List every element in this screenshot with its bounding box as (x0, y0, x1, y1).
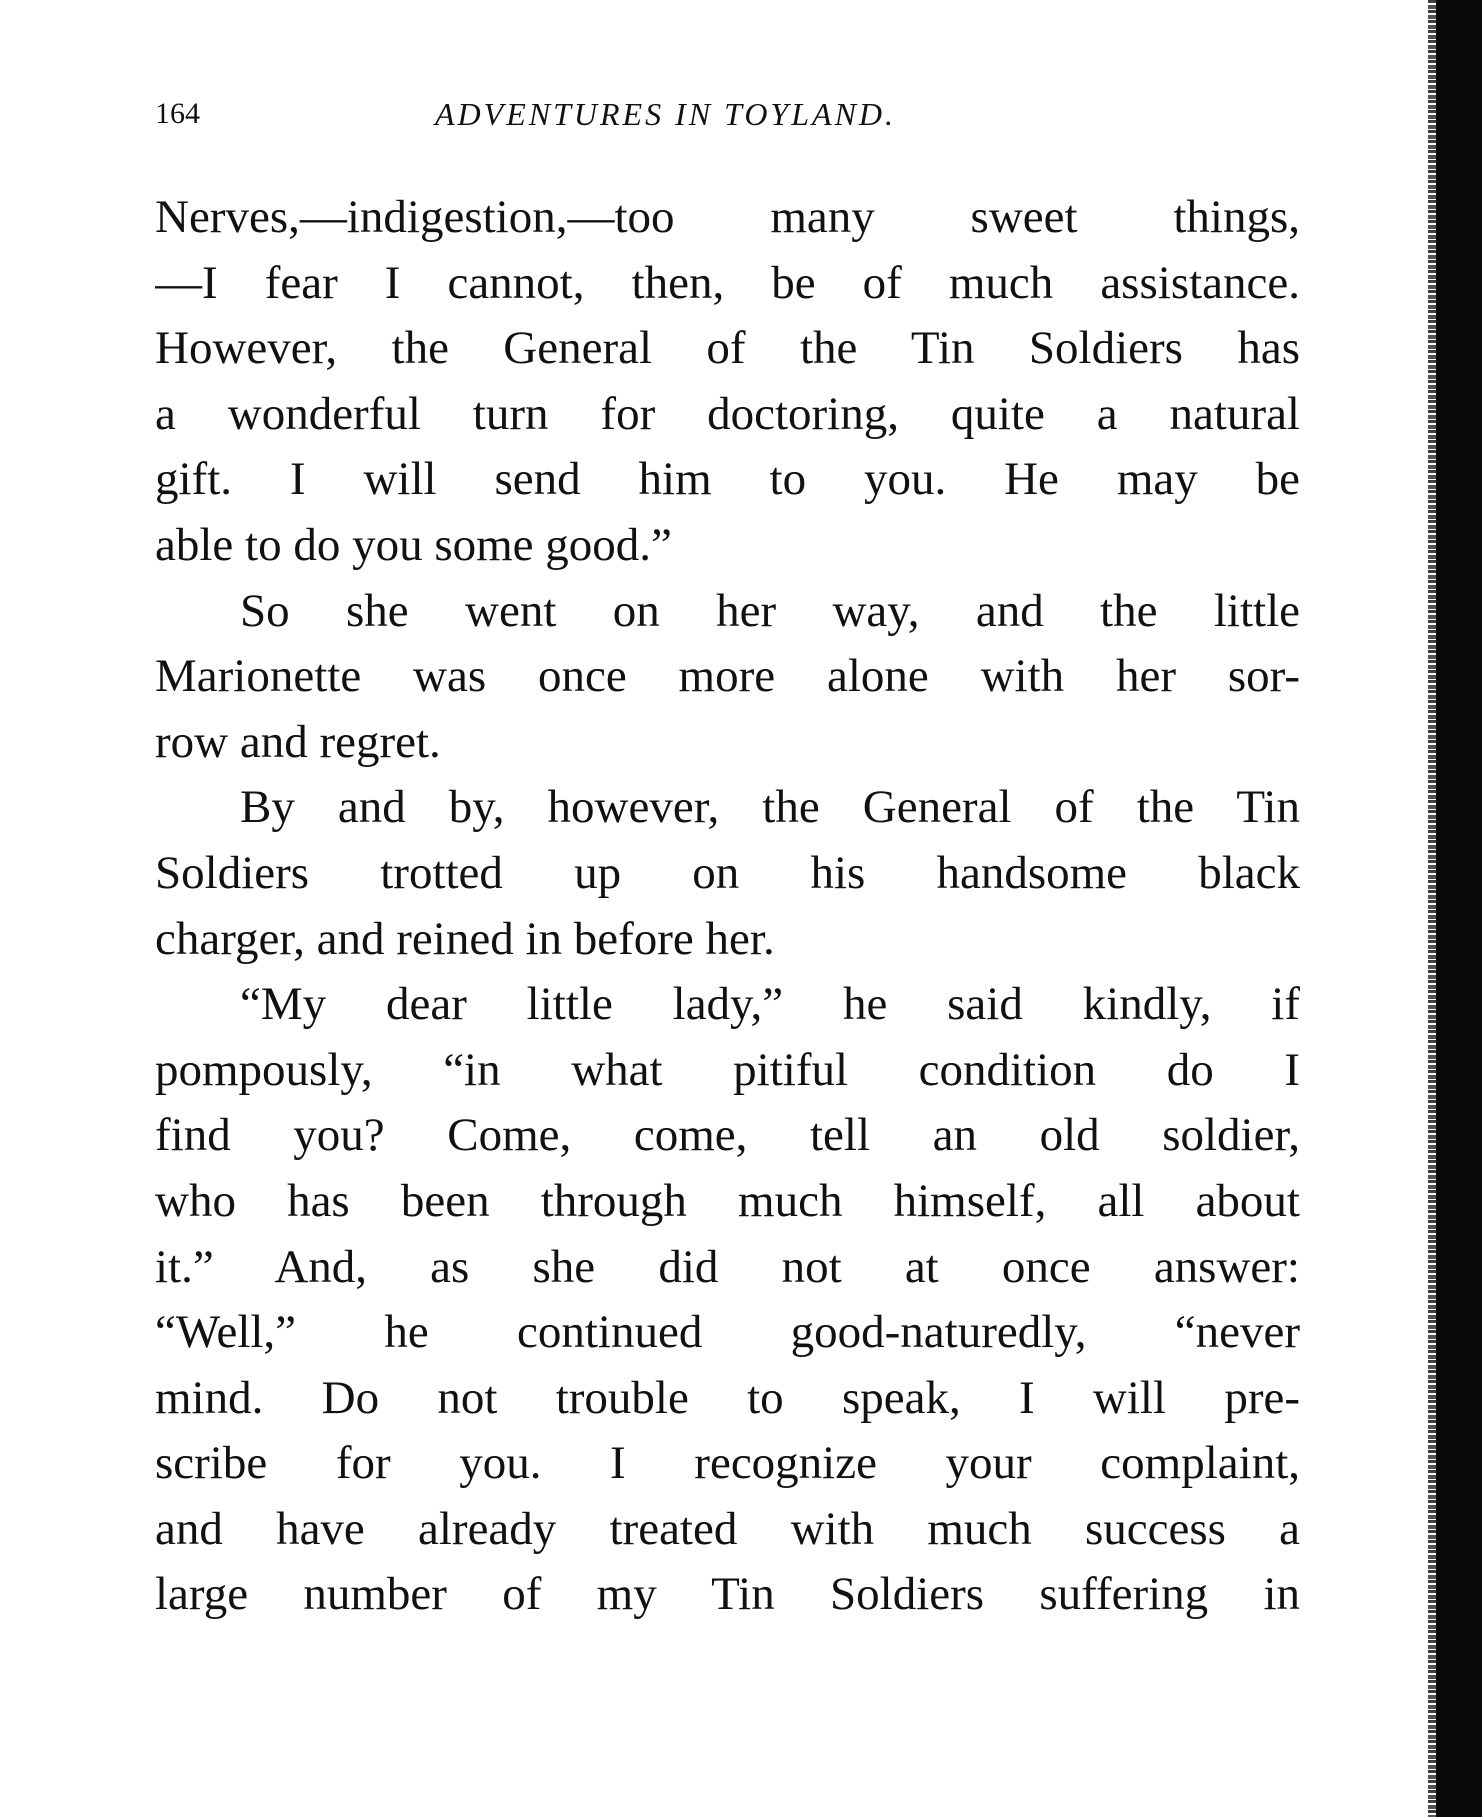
running-title: ADVENTURES IN TOYLAND. (435, 96, 897, 132)
text-line: mind. Do not trouble to speak, I will pre- (155, 1371, 1300, 1424)
page-edge-shadow (1428, 0, 1436, 1817)
text-line: However, the General of the Tin Soldiers has (155, 322, 1300, 375)
text-line: and have already treated with much success a (155, 1502, 1300, 1555)
text-line: who has been through much himself, all about (155, 1174, 1300, 1227)
text-line: a wonderful turn for doctoring, quite a natural (155, 387, 1300, 440)
text-line: gift. I will send him to you. He may be (155, 453, 1300, 506)
text-line: Nerves,—indigestion,—too many sweet things, (155, 191, 1300, 243)
text-line: “Well,” he continued good-naturedly, “never (155, 1306, 1300, 1359)
text-line: charger, and reined in before her. (155, 912, 775, 965)
text-line: scribe for you. I recognize your complaint, (155, 1437, 1300, 1490)
text-line: row and regret. (155, 715, 441, 768)
text-line: find you? Come, come, tell an old soldier, (155, 1109, 1300, 1162)
running-head (155, 94, 1300, 134)
text-line: By and by, however, the General of the Tin (240, 781, 1300, 834)
text-line: it.” And, as she did not at once answer: (155, 1240, 1300, 1293)
text-line: large number of my Tin Soldiers suffering in (155, 1568, 1300, 1621)
text-line: Soldiers trotted up on his handsome black (155, 846, 1300, 899)
text-line: So she went on her way, and the little (240, 584, 1300, 637)
text-line: “My dear little lady,” he said kindly, if (240, 978, 1300, 1031)
text-line: —I fear I cannot, then, be of much assistance. (155, 256, 1300, 309)
text-line: able to do you some good.” (155, 518, 672, 571)
page-number: 164 (155, 97, 200, 130)
body-text (155, 185, 1300, 1628)
text-line: Marionette was once more alone with her sor- (155, 650, 1300, 703)
page-edge-binding (1436, 0, 1482, 1817)
text-line: pompously, “in what pitiful condition do I (155, 1043, 1300, 1096)
